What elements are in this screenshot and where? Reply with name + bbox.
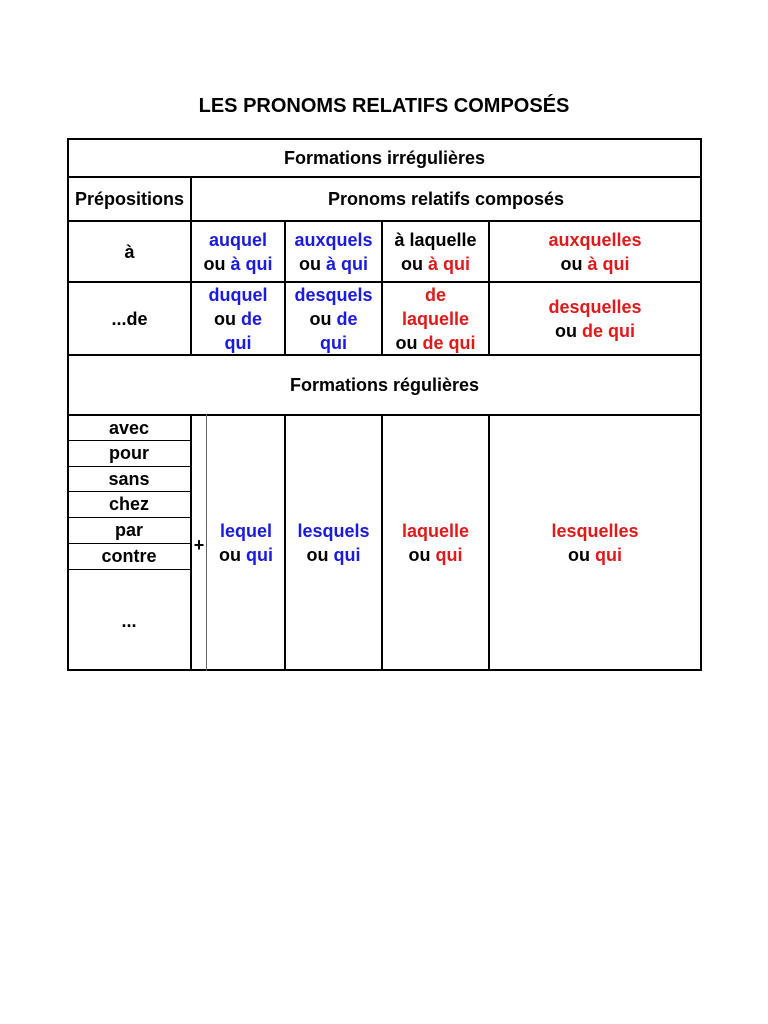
pronoun-cell: lesquelles ou qui (551, 521, 639, 565)
irregular-heading: Formations irrégulières (283, 148, 486, 168)
pronoun-cell: auxquelles ou à qui (548, 229, 642, 274)
list-item: contre (101, 545, 157, 566)
list-item: par (114, 519, 143, 540)
list-item: avec (108, 417, 150, 438)
plus-sign: + (193, 535, 205, 555)
pronoun-cell: laquelle ou qui (401, 521, 470, 565)
list-divider (67, 569, 191, 570)
pronoun-cell: duquel ou de qui (208, 284, 268, 353)
pronoun-cell: auquel ou à qui (203, 229, 273, 274)
regular-heading: Formations régulières (289, 375, 480, 395)
pronoun-cell: auxquels ou à qui (294, 229, 373, 274)
table-border-bottom (67, 669, 702, 671)
list-item-ellipsis: ... (121, 610, 137, 631)
list-item: pour (109, 442, 149, 463)
pronoun-cell: desquels ou de qui (294, 284, 373, 353)
pronoun-cell: de laquelle ou de qui (395, 284, 476, 353)
pronoun-cell: à laquelle ou à qui (394, 229, 477, 274)
col-divider (206, 414, 207, 671)
table-border-right (700, 138, 702, 671)
prep-a: à (124, 241, 135, 262)
pronouns-header: Pronoms relatifs composés (327, 189, 565, 209)
list-item: sans (108, 468, 150, 489)
prep-de: ...de (111, 308, 148, 329)
page-title: LES PRONOMS RELATIFS COMPOSÉS (198, 95, 570, 117)
pronoun-cell: lequel ou qui (218, 521, 273, 565)
list-item: chez (108, 493, 150, 514)
pronoun-cell: desquelles ou de qui (548, 296, 642, 341)
pronoun-cell: lesquels ou qui (297, 521, 370, 565)
prepositions-header: Prépositions (74, 189, 185, 209)
